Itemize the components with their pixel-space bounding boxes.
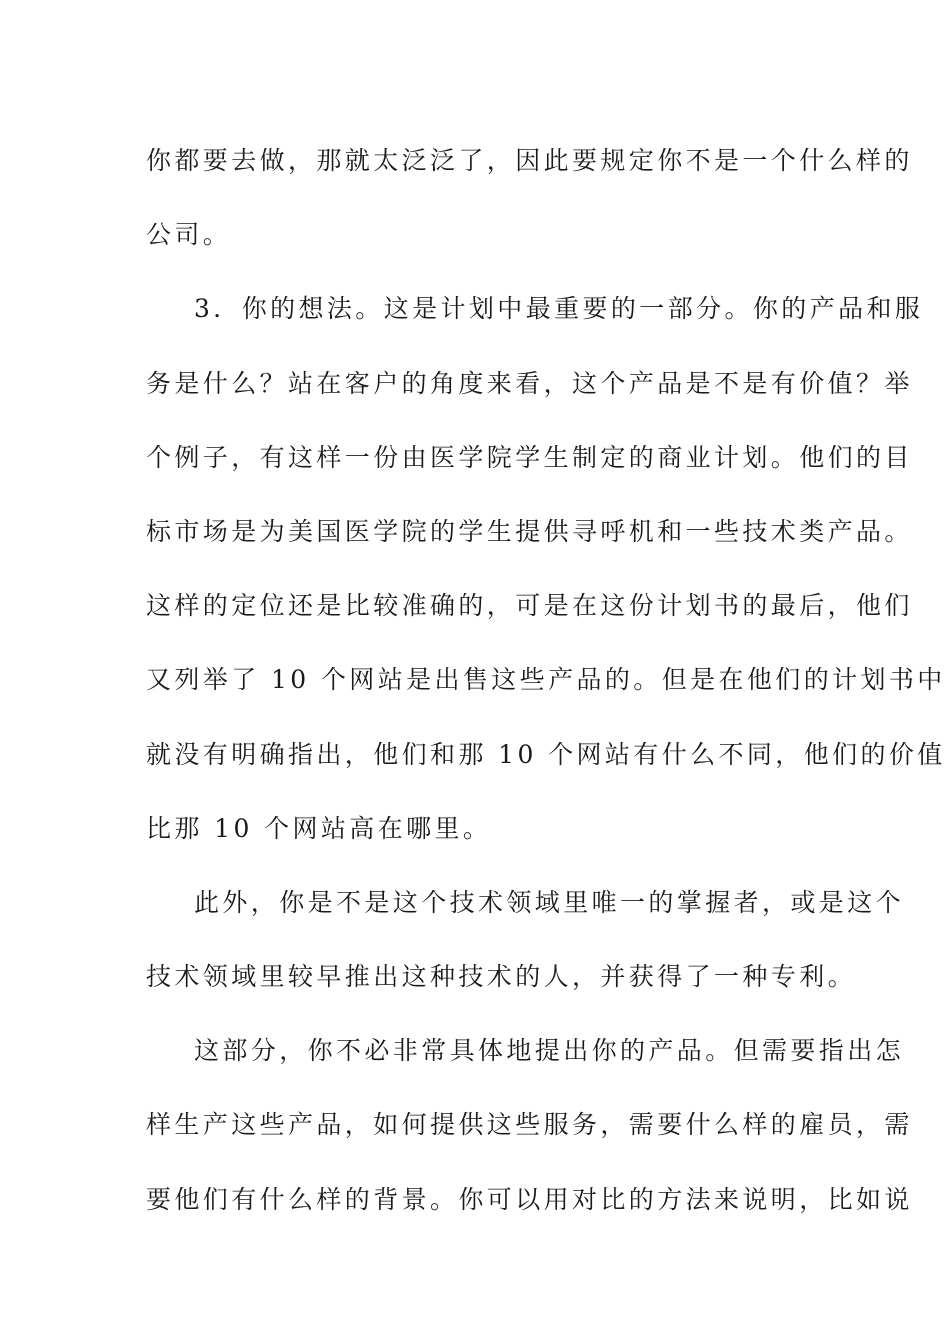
text-line: 这部分，你不必非常具体地提出你的产品。但需要指出怎 — [194, 1036, 905, 1066]
text-line: 3．你的想法。这是计划中最重要的一部分。你的产品和服 — [194, 294, 924, 324]
text-line: 要他们有什么样的背景。你可以用对比的方法来说明，比如说 — [146, 1184, 913, 1214]
text-line: 比那 10 个网站高在哪里。 — [146, 813, 492, 843]
text-line: 技术领域里较早推出这种技术的人，并获得了一种专利。 — [146, 962, 857, 992]
text-line: 标市场是为美国医学院的学生提供寻呼机和一些技术类产品。 — [146, 516, 913, 546]
body-text — [146, 124, 946, 1237]
text-line: 就没有明确指出，他们和那 10 个网站有什么不同，他们的价值 — [146, 739, 946, 769]
text-line: 此外，你是不是这个技术领域里唯一的掌握者，或是这个 — [194, 887, 905, 917]
text-line: 又列举了 10 个网站是出售这些产品的。但是在他们的计划书中 — [146, 665, 946, 695]
text-line: 公司。 — [146, 220, 232, 250]
text-line: 这样的定位还是比较准确的，可是在这份计划书的最后，他们 — [146, 591, 913, 621]
text-line: 个例子，有这样一份由医学院学生制定的商业计划。他们的目 — [146, 442, 913, 472]
text-line: 你都要去做，那就太泛泛了，因此要规定你不是一个什么样的 — [146, 146, 913, 175]
text-line: 务是什么？站在客户的角度来看，这个产品是不是有价值？举 — [146, 368, 913, 398]
text-line: 样生产这些产品，如何提供这些服务，需要什么样的雇员，需 — [146, 1110, 913, 1140]
